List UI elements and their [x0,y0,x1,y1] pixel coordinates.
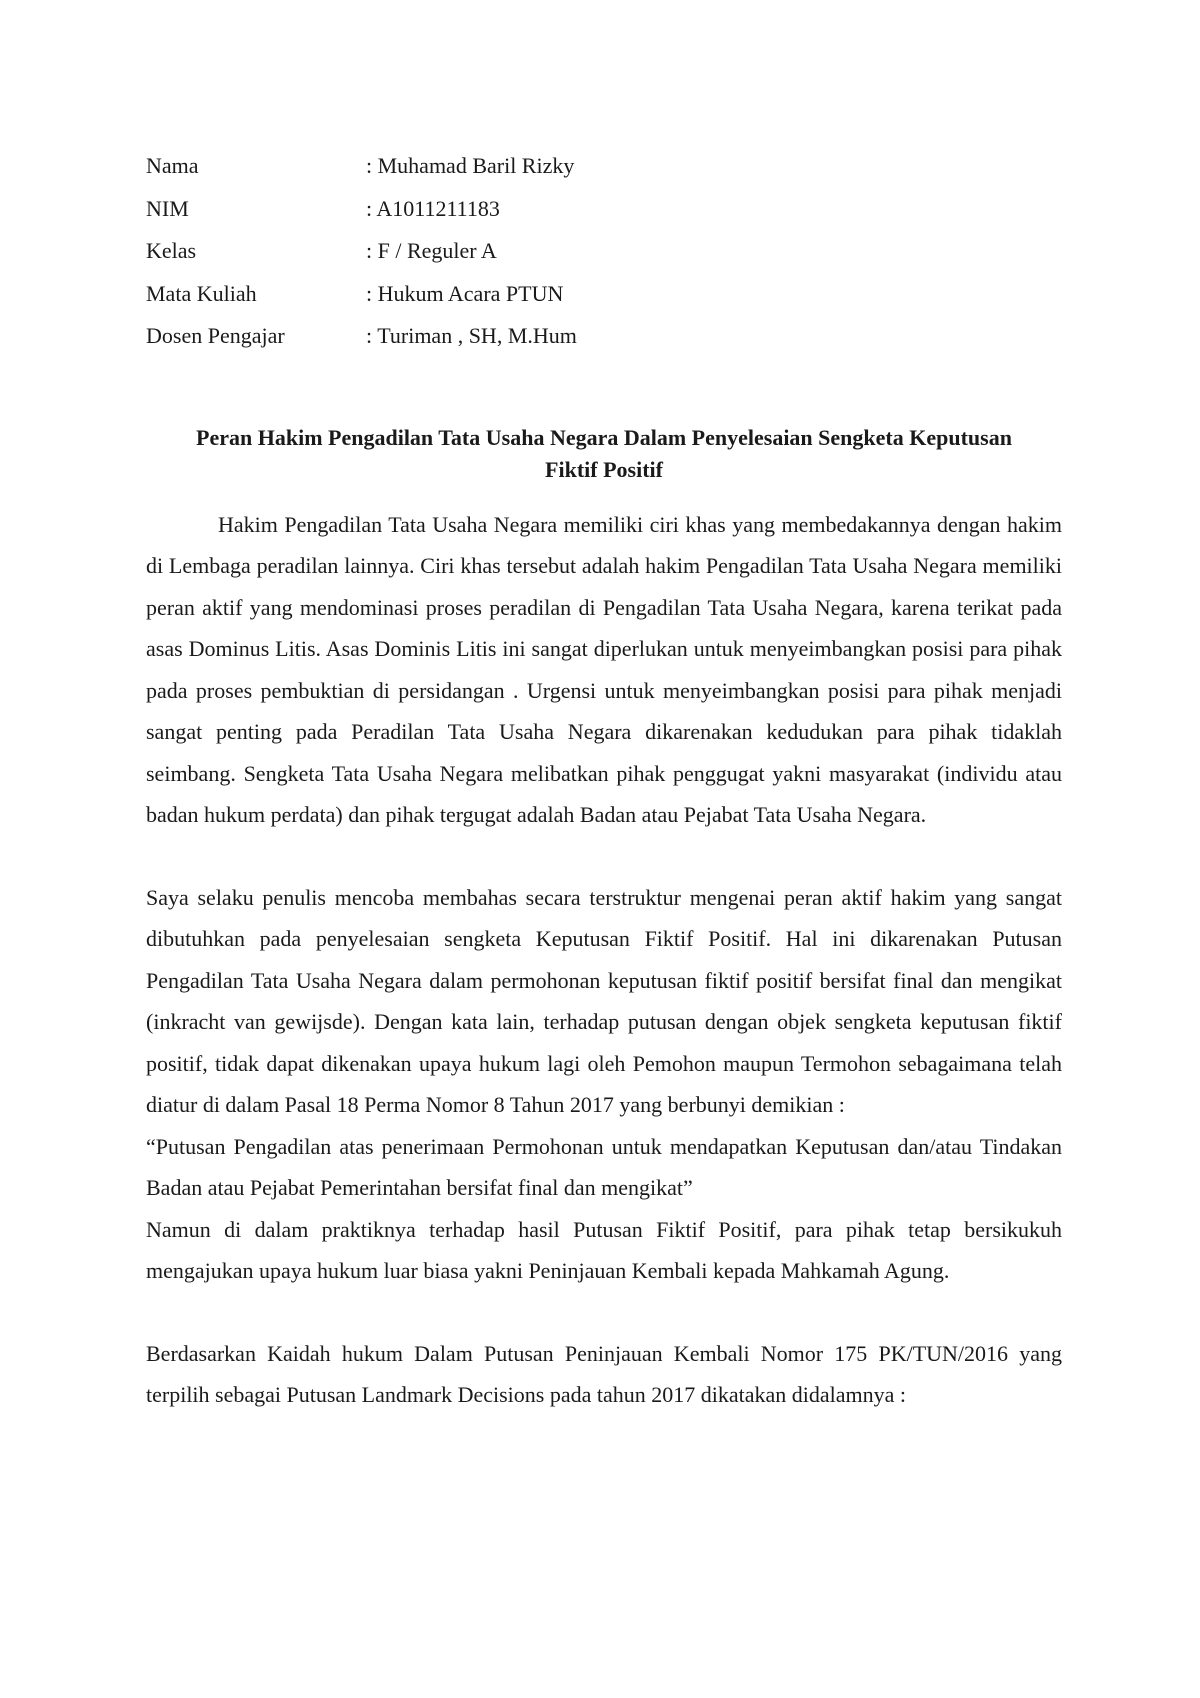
student-info [146,145,1062,358]
document-page [146,145,1062,1416]
info-label: Dosen Pengajar [146,323,285,348]
info-row-dosen [146,315,1062,358]
paragraph-3: Namun di dalam praktiknya terhadap hasil Putusan Fiktif Positif, para pihak tetap bersikukuh mengajukan upaya hukum luar biasa yakni Peninjauan Kembali kepada Mahkamah Agung. [146,1216,1062,1283]
info-row-kelas [146,230,1062,273]
info-value: : Turiman , SH, M.Hum [366,323,577,348]
info-label: NIM [146,195,189,221]
info-row-nama [146,145,1062,188]
title-line-2: Fiktif Positif [545,456,663,482]
info-value: : A1011211183 [366,195,500,221]
info-row-nim [146,188,1062,231]
document-title [146,422,1062,486]
info-row-mata-kuliah [146,273,1062,316]
info-label: Nama [146,153,199,178]
quote: “Putusan Pengadilan atas penerimaan Permohonan untuk mendapatkan Keputusan dan/atau Tindakan Badan atau Pejabat Pemerintahan bersifat final dan mengikat” [146,1133,1062,1200]
info-label: Mata Kuliah [146,280,257,306]
paragraph-4: Berdasarkan Kaidah hukum Dalam Putusan Peninjauan Kembali Nomor 175 PK/TUN/2016 yang terpilih sebagai Putusan Landmark Decisions pada tahun 2017 dikatakan didalamnya : [146,1340,1062,1407]
paragraph-2: Saya selaku penulis mencoba membahas secara terstruktur mengenai peran aktif hakim yang sangat dibutuhkan pada penyelesaian sengketa Keputusan Fiktif Positif. Hal ini dikarenakan Putusan Pengadilan Tata Usaha Negara dalam permohonan keputusan fiktif positif bersifat final dan mengikat (inkracht van gewijsde). Dengan kata lain, terhadap putusan dengan objek sengketa keputusan fiktif positif, tidak dapat dikenakan upaya hukum lagi oleh Pemohon maupun Termohon sebagaimana telah diatur di dalam Pasal 18 Perma Nomor 8 Tahun 2017 yang berbunyi demikian : [146,884,1062,1117]
info-value: : Muhamad Baril Rizky [366,153,575,178]
info-value: : Hukum Acara PTUN [366,280,564,306]
info-label: Kelas [146,238,197,263]
paragraph-1: Hakim Pengadilan Tata Usaha Negara memiliki ciri khas yang membedakannya dengan hakim di Lembaga peradilan lainnya. Ciri khas tersebut adalah hakim Pengadilan Tata Usaha Negara memiliki peran aktif yang mendominasi proses peradilan di Pengadilan Tata Usaha Negara, karena terikat pada asas Dominus Litis. Asas Dominis Litis ini sangat diperlukan untuk menyeimbangkan posisi para pihak pada proses pembuktian di persidangan . Urgensi untuk menyeimbangkan posisi para pihak menjadi sangat penting pada Peradilan Tata Usaha Negara dikarenakan kedudukan para pihak tidaklah seimbang. Sengketa Tata Usaha Negara melibatkan pihak penggugat yakni masyarakat (individu atau badan hukum perdata) dan pihak tergugat adalah Badan atau Pejabat Tata Usaha Negara. [146,511,1062,827]
title-line-1: Peran Hakim Pengadilan Tata Usaha Negara Dalam Penyelesaian Sengketa Keputusan [196,424,1012,450]
info-value: : F / Reguler A [366,238,497,263]
